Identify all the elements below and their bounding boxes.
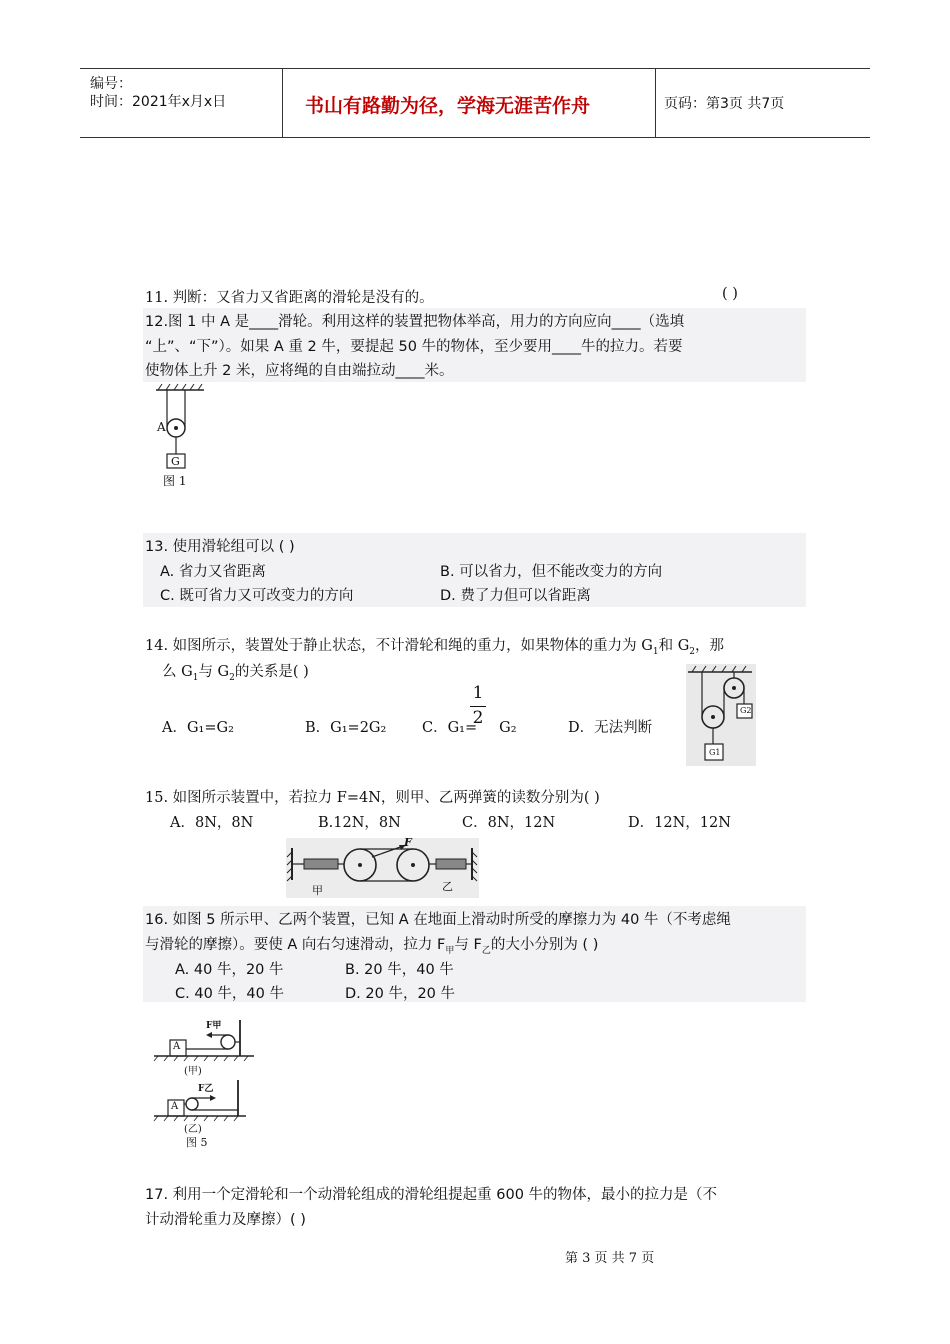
fig5-label-f-jia: F甲 (206, 1021, 222, 1031)
page-footer: 第 3 页 共 7 页 (565, 1251, 655, 1266)
fig15-label-yi: 乙 (442, 880, 453, 893)
fig5-label-jia: (甲) (184, 1066, 202, 1077)
q14-option-c: C．G₁= G₂ (422, 720, 517, 736)
q13-option-a: A. 省力又省距离 (160, 564, 266, 580)
q17-line1: 17. 利用一个定滑轮和一个动滑轮组成的滑轮组提起重 600 牛的物体，最小的拉力是（不 (145, 1187, 718, 1203)
fig1-label-g: G (171, 455, 180, 468)
q15-option-d: D．12N，12N (628, 815, 731, 831)
q14-option-d: D．无法判断 (568, 720, 653, 736)
time-label: 时间：2021年x月x日 (90, 94, 227, 110)
q16-option-a: A. 40 牛，20 牛 (175, 962, 284, 978)
q16-line1: 16. 如图 5 所示甲、乙两个装置，已知 A 在地面上滑动时所受的摩擦力为 40 牛（不考虑绳 (145, 912, 731, 928)
q16-option-c: C. 40 牛，40 牛 (175, 986, 284, 1002)
q14-line2: 么 $G_1$与 $G_2$的关系是( ) (162, 664, 309, 683)
q14-line1: 14. 如图所示，装置处于静止状态，不计滑轮和绳的重力，如果物体的重力为 $G_1$和 $G_2$，那 (145, 638, 725, 657)
q15-stem: 15. 如图所示装置中，若拉力 F=4N，则甲、乙两弹簧的读数分别为( ) (145, 790, 600, 806)
page-label: 页码：第3页 共7页 (664, 96, 785, 112)
fig1-label-a: A (157, 420, 166, 434)
figure-14-pulley-system (686, 664, 756, 766)
q14-fraction-denominator: 2 (472, 708, 484, 728)
motto: 书山有路勤为径，学海无涯苦作舟 (305, 95, 591, 117)
fig5-label-f-yi: F乙 (198, 1084, 214, 1094)
q14-option-b: B．G₁=2G₂ (305, 720, 387, 736)
fig5-caption: 图 5 (186, 1136, 208, 1149)
q13-option-d: D. 费了力但可以省距离 (440, 588, 591, 604)
q13-option-b: B. 可以省力，但不能改变力的方向 (440, 564, 663, 580)
fig14-label-g1: G1 (709, 748, 721, 757)
fig15-label-jia: 甲 (312, 884, 323, 897)
number-label: 编号： (90, 76, 132, 92)
header-page-cell (656, 69, 870, 137)
q12-line1: 12.图 1 中 A 是____滑轮。利用这样的装置把物体举高，用力的方向应向____（选填 (145, 314, 685, 330)
fig5-label-a-yi: A (171, 1101, 179, 1112)
q11-text: 11. 判断：又省力又省距离的滑轮是没有的。 (145, 290, 434, 306)
q14-fraction-bar (470, 706, 486, 707)
fig15-label-f: F (404, 836, 412, 849)
header-info-cell (80, 69, 283, 137)
fig5-label-a-jia: A (173, 1041, 181, 1052)
q15-option-b: B.12N，8N (318, 815, 401, 831)
q11-answer-paren: ( ) (722, 286, 738, 302)
q14-option-a: A．G₁=G₂ (162, 720, 234, 736)
q13-option-c: C. 既可省力又可改变力的方向 (160, 588, 354, 604)
q15-option-a: A．8N，8N (170, 815, 254, 831)
fig14-label-g2: G2 (740, 706, 752, 715)
q16-option-b: B. 20 牛，40 牛 (345, 962, 454, 978)
page-header (80, 68, 870, 138)
q12-line3: 使物体上升 2 米，应将绳的自由端拉动____米。 (145, 363, 454, 379)
q14-fraction-numerator: 1 (472, 683, 484, 703)
q16-option-d: D. 20 牛，20 牛 (345, 986, 456, 1002)
q15-option-c: C．8N，12N (462, 815, 556, 831)
q13-stem: 13. 使用滑轮组可以 ( ) (145, 539, 295, 555)
q17-line2: 计动滑轮重力及摩擦）( ) (145, 1212, 306, 1228)
q16-line2: 与滑轮的摩擦）。要使 A 向右匀速滑动，拉力 $F_甲$与 $F_乙$的大小分别为 ( ) (145, 937, 599, 956)
header-motto-cell (283, 69, 656, 137)
q12-line2: “上”、“下”）。如果 A 重 2 牛，要提起 50 牛的物体，至少要用____牛的拉力。若要 (145, 339, 683, 355)
fig1-caption: 图 1 (163, 474, 187, 488)
fig5-label-yi: (乙) (184, 1124, 202, 1135)
